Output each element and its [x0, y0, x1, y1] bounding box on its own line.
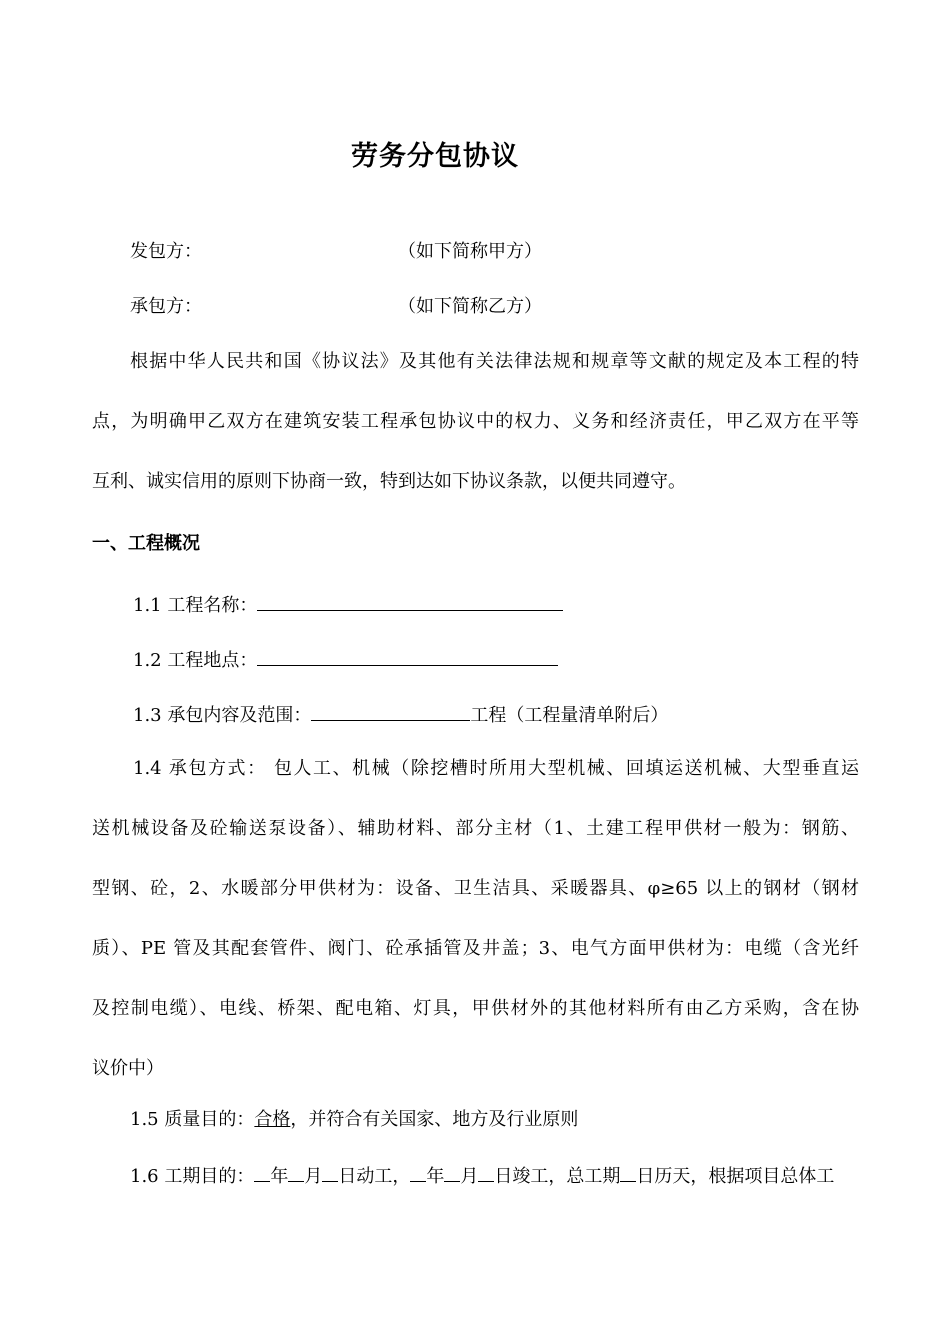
contractor-label: 承包方： — [130, 296, 202, 317]
end-month-blank — [444, 1163, 460, 1182]
item-1-4-line-2: 送机械设备及砼输送泵设备）、辅助材料、部分主材（1、土建工程甲供材一般为：钢筋、 — [92, 818, 859, 839]
item-1-6 — [130, 1163, 834, 1189]
item-1-3 — [133, 702, 668, 728]
item-1-5-label: 1.5 质量目的： — [130, 1109, 255, 1130]
section-heading-1: 一、工程概况 — [92, 533, 200, 554]
start-year-blank — [254, 1163, 270, 1182]
contractor-note: （如下简称乙方） — [398, 296, 542, 317]
scope-blank — [311, 702, 470, 721]
intro-line-1: 根据中华人民共和国《协议法》及其他有关法律法规和规章等文献的规定及本工程的特 — [130, 351, 859, 372]
document-title: 劳务分包协议 — [351, 141, 519, 172]
item-1-4-line-5: 及控制电缆）、电线、桥架、配电箱、灯具，甲供材外的其他材料所有由乙方采购，含在协 — [92, 998, 859, 1019]
end-month-label: 月 — [460, 1166, 479, 1187]
end-day-blank — [478, 1163, 494, 1182]
start-day-label: 日动工， — [338, 1166, 411, 1187]
intro-line-3: 互利、诚实信用的原则下协商一致，特到达如下协议条款，以便共同遵守。 — [92, 471, 686, 492]
item-1-6-tail: 日历天，根据项目总体工 — [636, 1166, 835, 1187]
start-month-blank — [288, 1163, 304, 1182]
item-1-4-line-6: 议价中） — [92, 1058, 164, 1079]
item-1-4-line-1: 1.4 承包方式： 包人工、机械（除挖槽时所用大型机械、回填运送机械、大型垂直运 — [133, 758, 859, 779]
project-name-blank — [257, 592, 563, 611]
start-month-label: 月 — [304, 1166, 323, 1187]
item-1-6-label: 1.6 工期目的： — [130, 1166, 255, 1187]
employer-label: 发包方： — [130, 241, 202, 262]
item-1-5 — [130, 1108, 578, 1132]
quality-target-value: 合格 — [254, 1109, 291, 1130]
employer-note: （如下简称甲方） — [398, 241, 542, 262]
end-year-label: 年 — [426, 1166, 445, 1187]
item-1-3-suffix: 工程（工程量清单附后） — [470, 705, 669, 726]
total-days-blank — [620, 1163, 636, 1182]
intro-line-2: 点，为明确甲乙双方在建筑安装工程承包协议中的权力、义务和经济责任，甲乙双方在平等 — [92, 411, 859, 432]
start-day-blank — [322, 1163, 338, 1182]
start-year-label: 年 — [270, 1166, 289, 1187]
item-1-2 — [133, 647, 558, 673]
item-1-2-label: 1.2 工程地点： — [133, 650, 258, 671]
item-1-1 — [133, 592, 563, 618]
item-1-5-suffix: ，并符合有关国家、地方及行业原则 — [290, 1109, 579, 1130]
item-1-1-label: 1.1 工程名称： — [133, 595, 258, 616]
item-1-4-line-4: 质）、PE 管及其配套管件、阀门、砼承插管及井盖；3、电气方面甲供材为：电缆（含光纤 — [92, 938, 859, 959]
project-location-blank — [257, 647, 558, 666]
item-1-3-label: 1.3 承包内容及范围： — [133, 705, 312, 726]
item-1-4-line-3: 型钢、砼，2、水暖部分甲供材为：设备、卫生洁具、采暖器具、φ≥65 以上的钢材（钢材 — [92, 878, 859, 899]
end-year-blank — [410, 1163, 426, 1182]
end-day-label: 日竣工，总工期 — [494, 1166, 621, 1187]
